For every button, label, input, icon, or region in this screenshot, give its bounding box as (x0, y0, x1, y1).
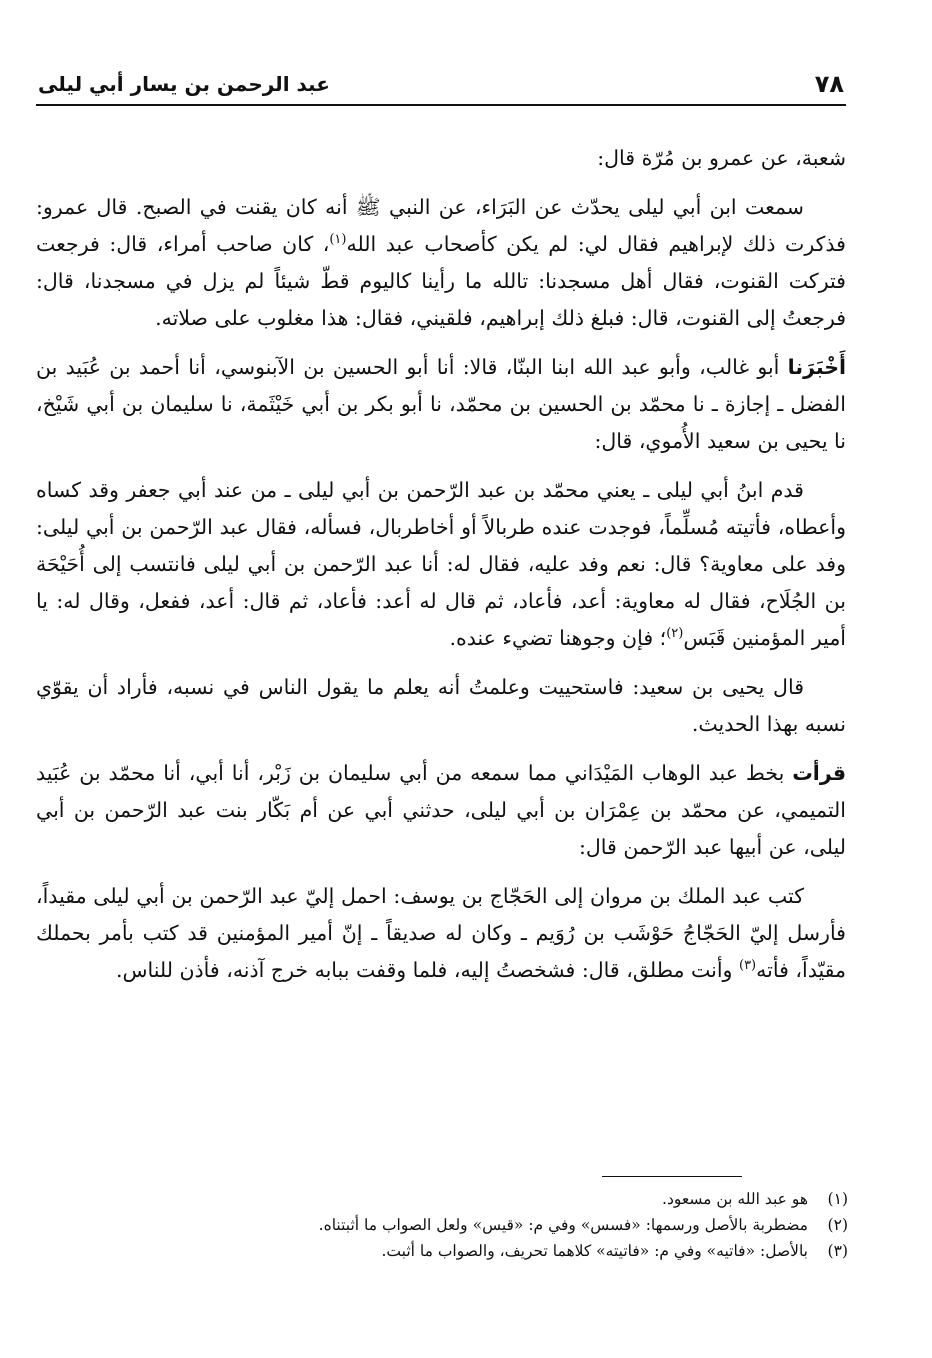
footnote (36, 1238, 848, 1264)
footnote-text: هو عبد الله بن مسعود. (662, 1190, 808, 1208)
footnote (36, 1186, 848, 1212)
paragraph-text: سمعت ابن أبي ليلى يحدّث عن البَرَاء، عن النبي ﷺ أنه كان يقنت في الصبح. قال عمرو: فذكرت ذلك لإبراهيم فقال لي: لم يكن كأصحاب عبد الله (36, 195, 846, 256)
page-number: ٧٨ (814, 70, 844, 98)
paragraph (36, 140, 846, 177)
paragraph (36, 669, 846, 743)
page-header (36, 66, 846, 106)
paragraph-text: قال يحيى بن سعيد: فاستحييت وعلمتُ أنه يعلم ما يقول الناس في نسبه، فأراد أن يقوّي نسبه بهذا الحديث. (36, 675, 846, 736)
footnote-ref: (١) (329, 232, 347, 248)
footnote-text: بالأصل: «فاتيه» وفي م: «فاتيته» كلاهما تحريف، والصواب ما أثبت. (381, 1242, 808, 1260)
paragraph (36, 349, 846, 460)
lead-word: قرأت (792, 761, 846, 785)
paragraph-text-tail: ؛ فإن وجوهنا تضيء عنده. (449, 626, 667, 650)
paragraph (36, 878, 846, 989)
paragraph-text-tail: ، كان صاحب أمراء، قال: فرجعت فتركت القنوت، فقال أهل مسجدنا: تالله ما رأينا كاليوم قطّ شيئاً لم يزل في مسجدنا، قال: فرجعتُ إلى القنوت، قال: فبلغ ذلك إبراهيم، فلقيني، فقال: هذا مغلوب على صلاته. (36, 232, 846, 330)
paragraph (36, 755, 846, 866)
footnote-ref: (٣) (738, 958, 757, 974)
paragraph-text-tail: وأنت مطلق، قال: فشخصتُ إليه، فلما وقفت ببابه خرج آذنه، فأذن للناس. (115, 958, 739, 982)
footnote-text: مضطربة بالأصل ورسمها: «فسس» وفي م: «قيس» ولعل الصواب ما أثبتناه. (318, 1216, 808, 1234)
footnote-number: (٢) (827, 1216, 848, 1234)
footnotes (36, 1186, 848, 1264)
paragraph-text: كتب عبد الملك بن مروان إلى الحَجّاج بن يوسف: احمل إليّ عبد الرّحمن بن أبي ليلى مقيداً، فأرسل إليّ الحَجّاجُ حَوْشَب بن رُوَيم ـ وكان له صديقاً ـ إنّ أمير المؤمنين قد كتب بأمر بحملك مقيّداً، فأته (36, 884, 846, 982)
paragraph-text: أبو غالب، وأبو عبد الله ابنا البنّا، قالا: أنا أبو الحسين بن الآبنوسي، أنا أحمد بن عُبَيد بن الفضل ـ إجازة ـ نا محمّد بن الحسين بن محمّد، نا أبو بكر بن أبي خَيْثَمة، نا سليمان بن أبي شَيْخ، نا يحيى بن سعيد الأُموي، قال: (36, 355, 846, 453)
paragraph-text: شعبة، عن عمرو بن مُرّة قال: (597, 146, 846, 170)
main-text (36, 140, 846, 1001)
footnote-number: (١) (827, 1190, 848, 1208)
footnote-ref: (٢) (666, 626, 684, 642)
running-head: عبد الرحمن بن يسار أبي ليلى (38, 72, 330, 96)
footnote (36, 1212, 848, 1238)
paragraph (36, 189, 846, 337)
footnote-number: (٣) (827, 1242, 848, 1260)
footnote-divider (602, 1176, 742, 1177)
paragraph (36, 472, 846, 657)
lead-word: أَخْبَرَنا (787, 355, 846, 379)
paragraph-text: بخط عبد الوهاب المَيْدَاني مما سمعه من أبي سليمان بن زَبْر، أنا أبي، أنا محمّد بن عُبَيد التميمي، عن محمّد بن عِمْرَان بن أبي ليلى، حدثني أبي عن أم بَكّار بنت عبد الرّحمن بن أبي ليلى، عن أبيها عبد الرّحمن قال: (36, 761, 846, 859)
paragraph-text: قدم ابنُ أبي ليلى ـ يعني محمّد بن عبد الرّحمن بن أبي ليلى ـ من عند أبي جعفر وقد كساه وأعطاه، فأتيته مُسلِّماً، فوجدت عنده طربالاً أو أخاطربال، فسأله، فقال عبد الرّحمن بن أبي ليلى: وفد على معاوية؟ قال: نعم وفد عليه، فقال له: أنا عبد الرّحمن بن أبي ليلى فانتسب إلى أُحَيْحَة بن الجُلَاح، فقال له معاوية: أعد، فأعاد، ثم قال له أعد: فأعاد، ثم قال: أعد، ففعل، وقال له: يا أمير المؤمنين قَبَس (36, 478, 846, 650)
